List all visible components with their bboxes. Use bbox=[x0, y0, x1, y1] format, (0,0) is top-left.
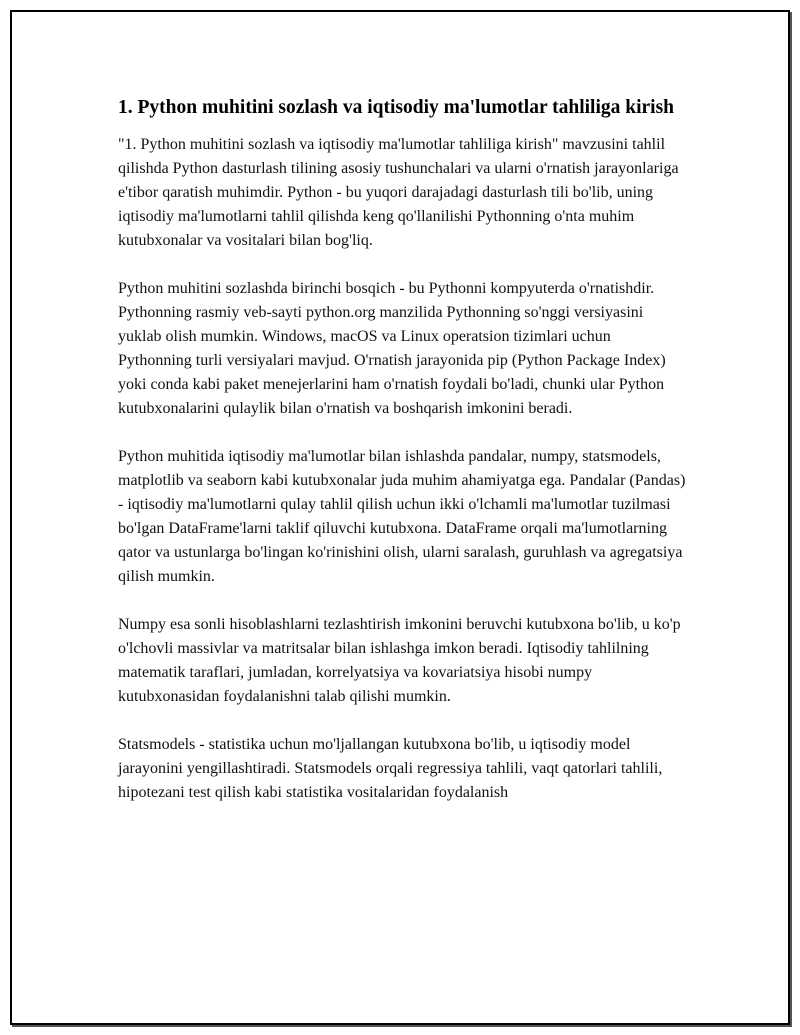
paragraph-statsmodels: Statsmodels - statistika uchun mo'ljallangan kutubxona bo'lib, u iqtisodiy model jarayonini yengillashtiradi. Statsmodels orqali regressiya tahlili, vaqt qatorlari tahlili, hipotezani test qilish kabi statistika vositalaridan foydalanish bbox=[118, 736, 663, 801]
paragraph-libraries: Python muhitida iqtisodiy ma'lumotlar bilan ishlashda pandalar, numpy, statsmodels, matplotlib va seaborn kabi kutubxonalar juda muhim ahamiyatga ega. Pandalar (Pandas) - iqtisodiy ma'lumotlarni qulay tahlil qilish uchun ikki o'lchamli ma'lumotlar tuzilmasi bo'lgan DataFrame'larni taklif qiluvchi kutubxona. DataFrame orqali ma'lumotlarning qator va ustunlarga bo'lingan ko'rinishini olish, ularni saralash, guruhlash va agregatsiya qilish mumkin. bbox=[118, 448, 686, 585]
paragraph-installation: Python muhitini sozlashda birinchi bosqich - bu Pythonni kompyuterda o'rnatishdir. Pythonning rasmiy veb-sayti python.org manzilida Pythonning so'nggi versiyasini yuklab olish mumkin. Windows, macOS va Linux operatsion tizimlari uchun Pythonning turli versiyalari mavjud. O'rnatish jarayonida pip (Python Package Index) yoki conda kabi paket menejerlarini ham o'rnatish foydali bo'ladi, chunki ular Python kutubxonalarini qulaylik bilan o'rnatish va boshqarish imkonini beradi. bbox=[118, 280, 666, 417]
document-body bbox=[118, 94, 688, 829]
section-heading: 1. Python muhitini sozlash va iqtisodiy ma'lumotlar tahliliga kirish bbox=[118, 97, 675, 118]
paragraph-intro: "1. Python muhitini sozlash va iqtisodiy ma'lumotlar tahliliga kirish" mavzusini tahlil qilishda Python dasturlash tilining asosiy tushunchalari va ularni o'rnatish jarayonlariga e'tibor qaratish muhimdir. Python - bu yuqori darajadagi dasturlash tili bo'lib, uning iqtisodiy ma'lumotlarni tahlil qilishda keng qo'llanilishi Pythonning o'nta muhim kutubxonalar va vositalari bilan bog'liq. bbox=[118, 136, 679, 249]
paragraph-numpy: Numpy esa sonli hisoblashlarni tezlashtirish imkonini beruvchi kutubxona bo'lib, u ko'p o'lchovli massivlar va matritsalar bilan ishlashga imkon beradi. Iqtisodiy tahlilning matematik taraflari, jumladan, korrelyatsiya va kovariatsiya hisobi numpy kutubxonasidan foydalanishni talab qilishi mumkin. bbox=[118, 616, 681, 705]
